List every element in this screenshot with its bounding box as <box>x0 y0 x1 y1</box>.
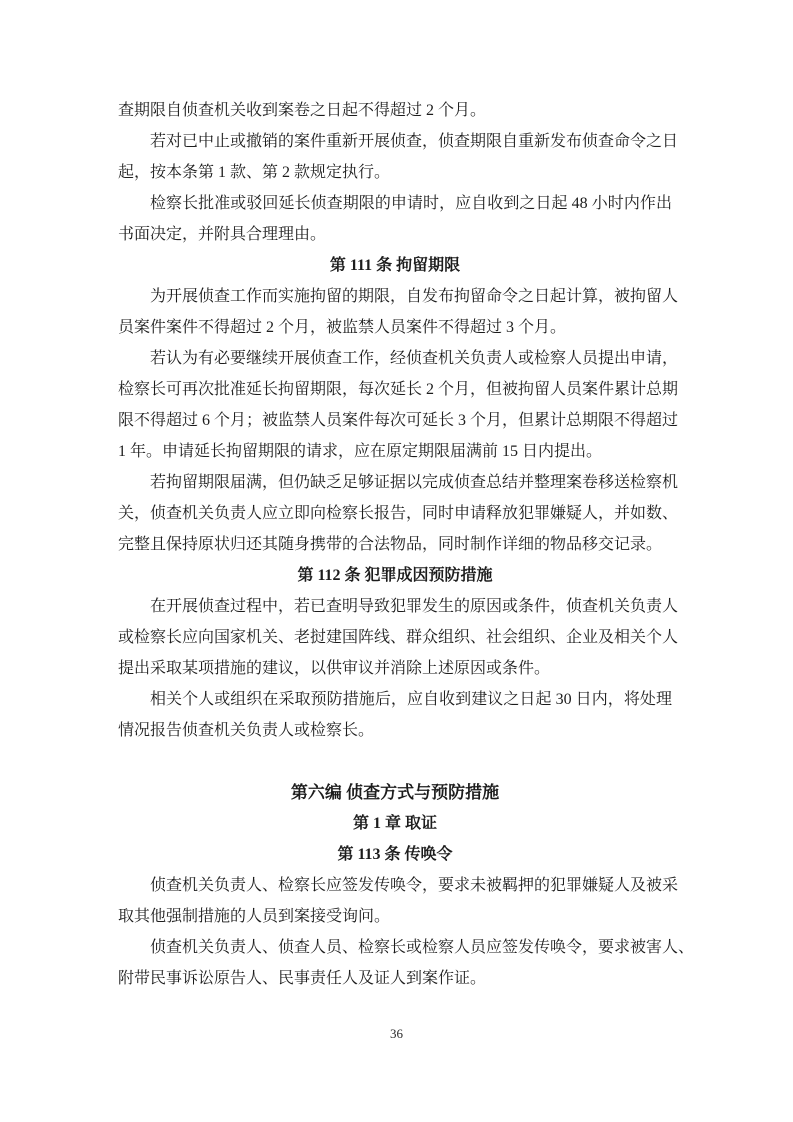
body-paragraph <box>118 870 679 932</box>
body-text-line: 相关个人或组织在采取预防措施后，应自收到建议之日起 30 日内，将处理 <box>150 691 672 708</box>
body-text-line: 关，侦查机关负责人应立即向检察长报告，同时申请释放犯罪嫌疑人，并如数、 <box>118 505 679 522</box>
page-footer <box>0 1026 793 1042</box>
chapter-heading: 第 1 章 取证 <box>352 815 437 832</box>
body-text-line: 起，按本条第 1 款、第 2 款规定执行。 <box>118 164 391 181</box>
body-paragraph <box>118 281 679 343</box>
article-heading: 第 111 条 拘留期限 <box>329 257 461 274</box>
body-text-line: 情况报告侦查机关负责人或检察长。 <box>118 722 375 739</box>
body-text-line: 查期限自侦查机关收到案卷之日起不得超过 2 个月。 <box>118 102 487 119</box>
body-text-line: 限不得超过 6 个月；被监禁人员案件每次可延长 3 个月，但累计总期限不得超过 <box>118 412 679 429</box>
body-paragraph <box>118 343 679 467</box>
body-paragraph <box>118 188 672 250</box>
body-text-line: 若认为有必要继续开展侦查工作，经侦查机关负责人或检察人员提出申请， <box>150 350 679 367</box>
body-text-line: 取其他强制措施的人员到案接受询问。 <box>118 908 391 925</box>
page-number: 36 <box>390 1026 403 1041</box>
body-text-line: 检察长可再次批准延长拘留期限，每次延长 2 个月，但被拘留人员案件累计总期 <box>118 381 679 398</box>
body-text-line: 或检察长应向国家机关、老挝建国阵线、群众组织、社会组织、企业及相关个人 <box>118 629 679 646</box>
body-text-line: 为开展侦查工作而实施拘留的期限，自发布拘留命令之日起计算，被拘留人 <box>150 288 679 305</box>
body-paragraph <box>118 467 679 560</box>
body-paragraph <box>118 126 679 188</box>
body-paragraph <box>118 932 695 994</box>
body-text-line: 若对已中止或撤销的案件重新开展侦查，侦查期限自重新发布侦查命令之日 <box>150 133 679 150</box>
article-heading: 第 113 条 传唤令 <box>337 846 453 863</box>
body-text-line: 若拘留期限届满，但仍缺乏足够证据以完成侦查总结并整理案卷移送检察机 <box>150 474 679 491</box>
body-paragraph <box>118 95 672 126</box>
body-paragraph <box>118 591 679 684</box>
blank-line <box>118 746 672 777</box>
part-heading: 第六编 侦查方式与预防措施 <box>290 783 500 802</box>
body-text-line: 检察长批准或驳回延长侦查期限的申请时，应自收到之日起 48 小时内作出 <box>150 195 672 212</box>
article-heading: 第 112 条 犯罪成因预防措施 <box>297 567 493 584</box>
body-text-line: 提出采取某项措施的建议，以供审议并消除上述原因或条件。 <box>118 660 551 677</box>
body-paragraph <box>118 684 672 746</box>
body-text-line: 1 年。申请延长拘留期限的请求，应在原定期限届满前 15 日内提出。 <box>118 443 603 460</box>
body-text-line: 侦查机关负责人、检察长应签发传唤令，要求未被羁押的犯罪嫌疑人及被采 <box>150 877 679 894</box>
body-text-line: 书面决定，并附具合理理由。 <box>118 226 327 243</box>
body-text-line: 完整且保持原状归还其随身携带的合法物品，同时制作详细的物品移交记录。 <box>118 536 663 553</box>
body-text-line: 在开展侦查过程中，若已查明导致犯罪发生的原因或条件，侦查机关负责人 <box>150 598 679 615</box>
document-body <box>118 95 695 994</box>
body-text-line: 侦查机关负责人、侦查人员、检察长或检察人员应签发传唤令，要求被害人、 <box>150 939 695 956</box>
body-text-line: 附带民事诉讼原告人、民事责任人及证人到案作证。 <box>118 970 487 987</box>
body-text-line: 员案件案件不得超过 2 个月，被监禁人员案件不得超过 3 个月。 <box>118 319 567 336</box>
